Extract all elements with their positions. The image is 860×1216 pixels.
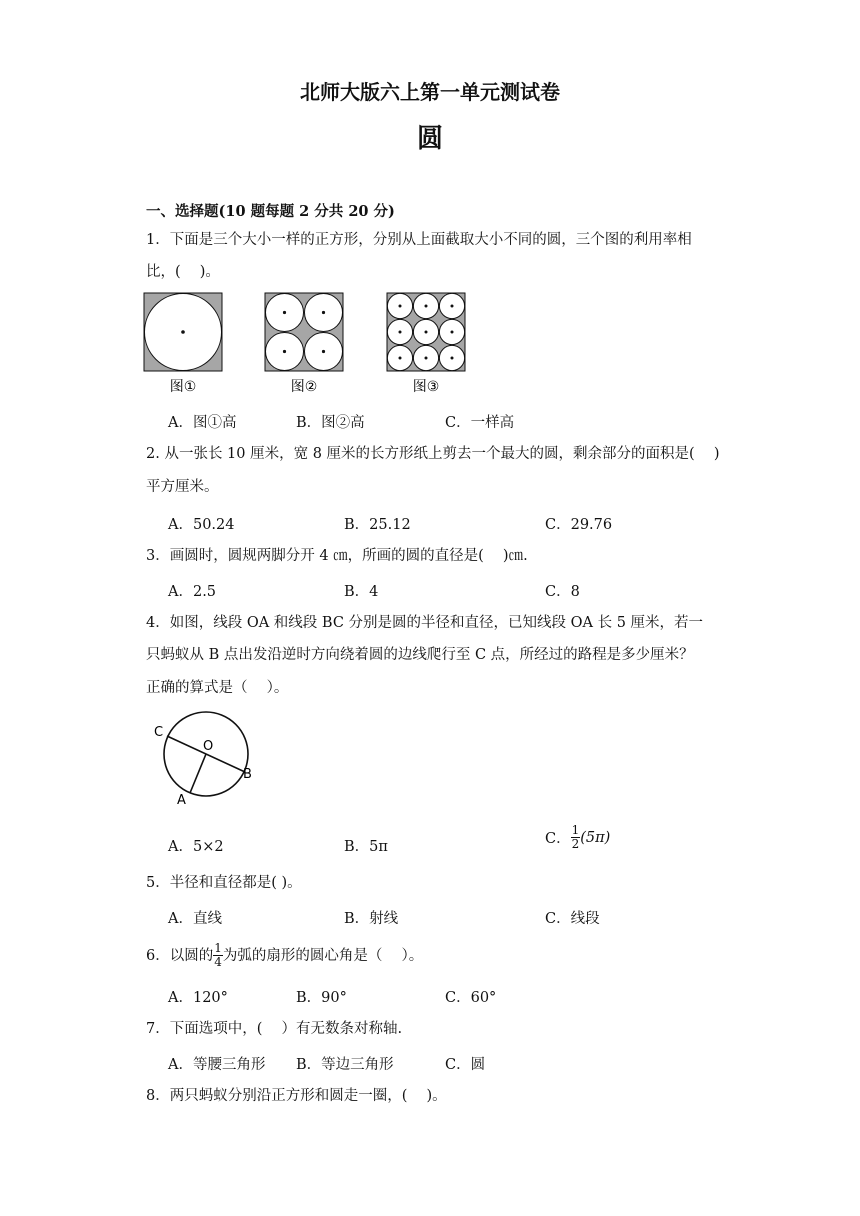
q3-option-b[interactable]: B．4 — [344, 584, 379, 600]
q4-text-line1: 4．如图，线段 OA 和线段 BC 分别是圆的半径和直径，已知线段 OA 长 5 厘米，若一 — [146, 615, 704, 631]
label-b: B — [243, 767, 252, 782]
q4-circle-figure — [148, 706, 268, 810]
q8-text-line1: 8．两只蚂蚁分别沿正方形和圆走一圈，( )。 — [146, 1088, 447, 1104]
q2-option-b[interactable]: B．25.12 — [344, 517, 411, 533]
fraction-denominator: 4 — [214, 955, 222, 969]
fraction-numerator: 1 — [214, 941, 222, 955]
q2-option-c[interactable]: C．29.76 — [545, 517, 613, 533]
q4-option-c-label: C． — [545, 831, 571, 847]
q6-text-line1 — [146, 942, 423, 969]
q2-text-line2: 平方厘米。 — [146, 479, 219, 495]
q1-text-line2: 比，( )。 — [146, 264, 220, 280]
q7-option-a[interactable]: A．等腰三角形 — [168, 1057, 266, 1073]
q1-option-a[interactable]: A．图①高 — [168, 415, 237, 431]
q3-option-a[interactable]: A．2.5 — [168, 584, 217, 600]
q1-option-b[interactable]: B．图②高 — [296, 415, 365, 431]
label-a: A — [177, 793, 186, 808]
fig-label-2: 图② — [290, 379, 318, 395]
fraction-numerator: 1 — [571, 823, 580, 837]
q1-option-c[interactable]: C．一样高 — [445, 415, 515, 431]
label-c: C — [154, 725, 164, 740]
figure-1 — [144, 293, 222, 371]
fraction-denominator: 2 — [571, 837, 580, 851]
q5-option-c[interactable]: C．线段 — [545, 911, 600, 927]
q4-option-c[interactable] — [545, 824, 610, 851]
q4-option-c-fraction — [571, 824, 581, 851]
section-heading: 一、选择题(10 题每题 2 分共 20 分) — [146, 203, 395, 220]
figure-3 — [387, 293, 465, 371]
q6-option-a[interactable]: A．120° — [168, 990, 228, 1006]
q5-option-a[interactable]: A．直线 — [168, 911, 222, 927]
label-o: O — [203, 739, 214, 754]
q1-text-line1: 1．下面是三个大小一样的正方形，分别从上面截取大小不同的圆，三个图的利用率相 — [146, 232, 692, 248]
page-subtitle: 圆 — [416, 124, 443, 154]
q6-text-post: 为弧的扇形的圆心角是（ ）。 — [222, 947, 424, 964]
q2-text-line1: 2. 从一张长 10 厘米，宽 8 厘米的长方形纸上剪去一个最大的圆，剩余部分的面积是( ) — [146, 446, 720, 462]
q4-text-line3: 正确的算式是（ ）。 — [146, 680, 289, 696]
q4-text-line2: 只蚂蚁从 B 点出发沿逆时方向绕着圆的边线爬行至 C 点，所经过的路程是多少厘米？ — [146, 647, 694, 663]
q5-text-line1: 5．半径和直径都是( )。 — [146, 875, 302, 891]
page-title: 北师大版六上第一单元测试卷 — [300, 80, 560, 104]
q6-option-b[interactable]: B．90° — [296, 990, 347, 1006]
q4-option-b[interactable]: B．5π — [344, 839, 388, 855]
q3-text-line1: 3．画圆时，圆规两脚分开 4 ㎝，所画的圆的直径是( )㎝. — [146, 548, 528, 564]
q7-text-line1: 7．下面选项中，( ）有无数条对称轴. — [146, 1021, 403, 1037]
q3-option-c[interactable]: C．8 — [545, 584, 580, 600]
q1-figures — [140, 290, 480, 400]
q5-option-b[interactable]: B．射线 — [344, 911, 399, 927]
q6-text-pre: 6．以圆的 — [146, 947, 214, 964]
fig-label-1: 图① — [169, 379, 197, 395]
q4-option-a[interactable]: A．5×2 — [168, 839, 224, 855]
q4-option-c-expression: (5π) — [580, 829, 611, 846]
q7-option-c[interactable]: C．圆 — [445, 1057, 486, 1073]
fig-label-3: 图③ — [412, 379, 440, 395]
q7-option-b[interactable]: B．等边三角形 — [296, 1057, 394, 1073]
q6-fraction — [213, 942, 223, 969]
figure-2 — [265, 293, 343, 371]
q2-option-a[interactable]: A．50.24 — [168, 517, 235, 533]
q6-option-c[interactable]: C．60° — [445, 990, 497, 1006]
